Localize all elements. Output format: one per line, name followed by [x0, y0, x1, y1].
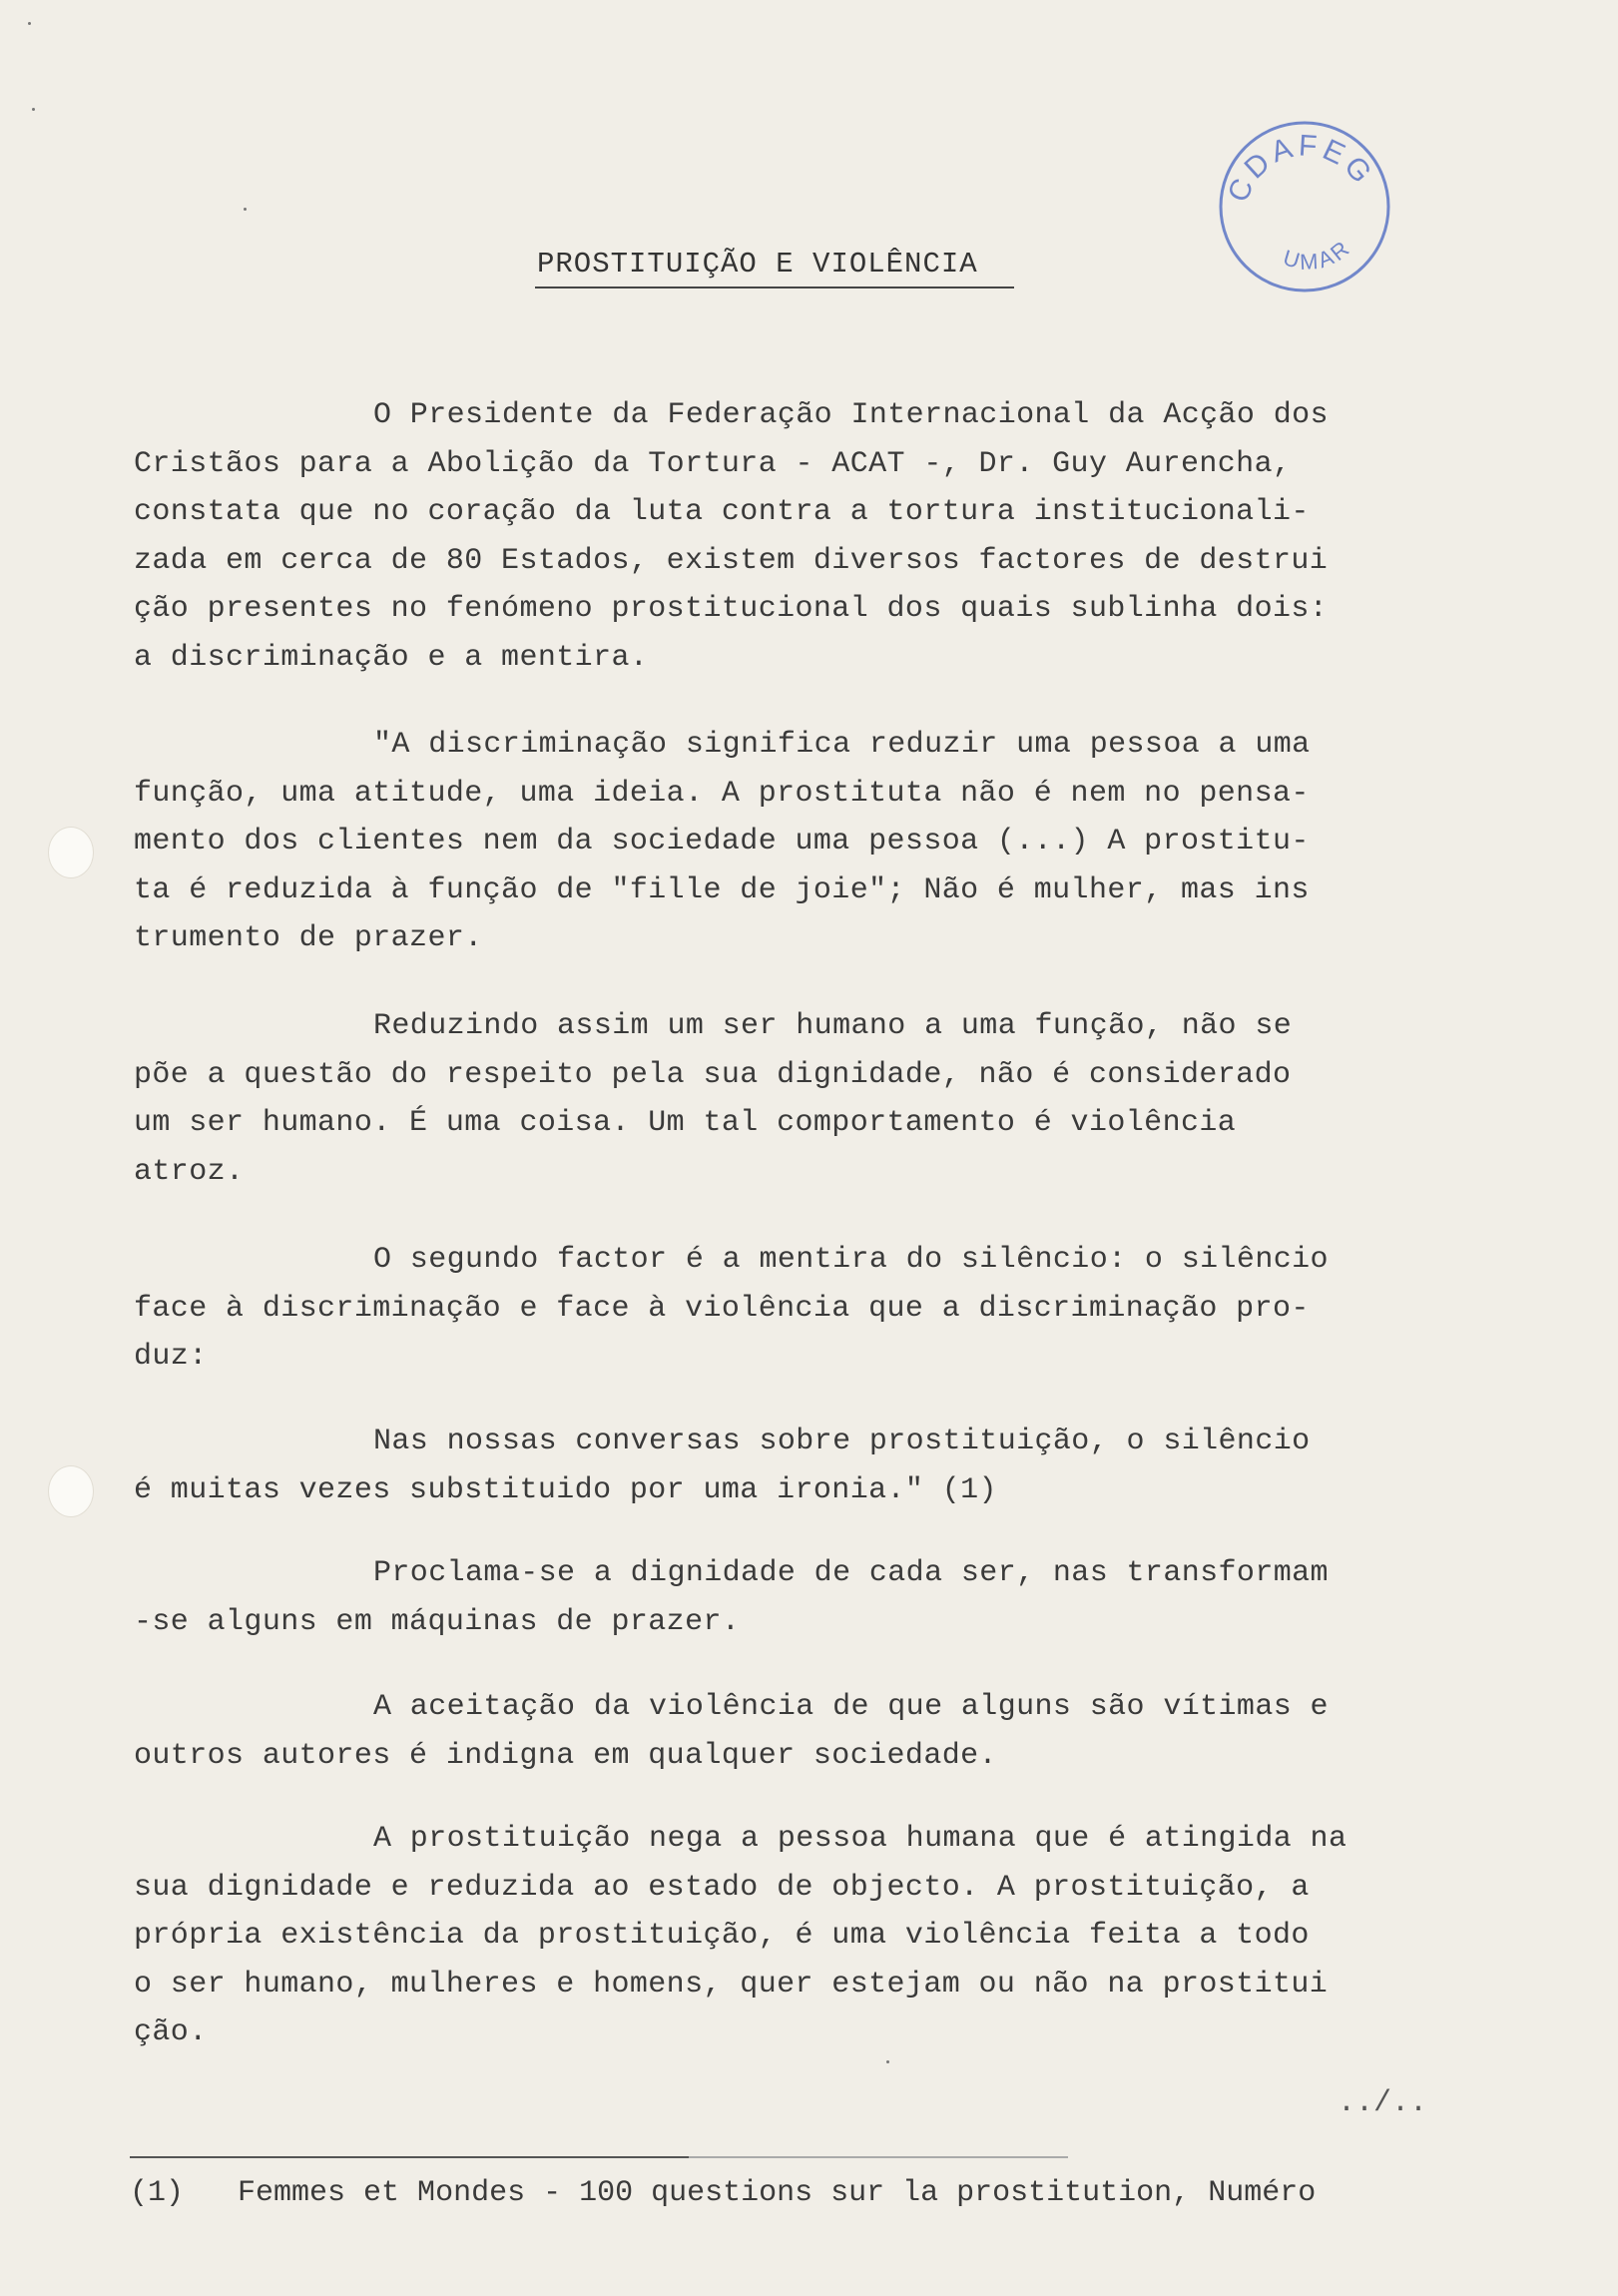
text-line: face à discriminação e face à violência que a discriminação pro-	[134, 1291, 1310, 1326]
paper-speck	[244, 208, 247, 211]
text-line: O Presidente da Federação Internacional da Acção dos	[373, 398, 1329, 432]
punch-hole-bottom	[48, 1465, 94, 1517]
text-line: põe a questão do respeito pela sua dignidade, não é considerado	[134, 1057, 1292, 1092]
text-line: -se alguns em máquinas de prazer.	[134, 1604, 741, 1639]
text-line: atroz.	[134, 1154, 245, 1189]
text-line: é muitas vezes substituido por uma ironia." (1)	[134, 1472, 997, 1507]
text-line: mento dos clientes nem da sociedade uma pessoa (...) A prostitu-	[134, 825, 1310, 859]
paragraph-4	[134, 1236, 1431, 1382]
paragraph-6	[134, 1549, 1431, 1646]
paragraph-1	[134, 391, 1431, 682]
text-line: constata que no coração da luta contra a tortura institucionali-	[134, 495, 1310, 529]
text-line: Cristãos para a Abolição da Tortura - ACAT -, Dr. Guy Aurencha,	[134, 446, 1292, 481]
text-line: um ser humano. É uma coisa. Um tal comportamento é violência	[134, 1106, 1237, 1140]
paper-speck	[28, 22, 31, 25]
footnote-rule	[130, 2156, 1068, 2158]
text-line: Proclama-se a dignidade de cada ser, nas transformam	[373, 1556, 1329, 1590]
footnote-marker: (1)	[130, 2176, 185, 2210]
paragraph-8	[134, 1815, 1431, 2057]
text-line: Nas nossas conversas sobre prostituição, o silêncio	[373, 1425, 1311, 1458]
text-line: função, uma atitude, uma ideia. A prostituta não é nem no pensa-	[134, 776, 1310, 811]
page-continuation-mark: ../..	[1338, 2086, 1428, 2120]
footnote	[130, 2176, 1316, 2210]
text-line: A prostituição nega a pessoa humana que é atingida na	[373, 1822, 1348, 1856]
paragraph-5-quote	[134, 1418, 1431, 1514]
text-line: ção.	[134, 2015, 208, 2049]
stamp-top-text: CDAFEG	[1221, 129, 1380, 208]
title-underline	[535, 287, 1014, 288]
paper-speck	[32, 108, 35, 111]
text-line: própria existência da prostituição, é uma violência feita a todo	[134, 1919, 1310, 1953]
text-line: ta é reduzida à função de "fille de joie"; Não é mulher, mas ins	[134, 872, 1310, 907]
paragraph-7	[134, 1683, 1431, 1780]
paper-speck	[886, 2060, 889, 2063]
text-line: outros autores é indigna em qualquer sociedade.	[134, 1738, 997, 1773]
paragraph-3	[134, 1002, 1431, 1196]
text-line: a discriminação e a mentira.	[134, 640, 649, 675]
text-line: O segundo factor é a mentira do silêncio: o silêncio	[373, 1243, 1329, 1277]
footnote-text: Femmes et Mondes - 100 questions sur la prostitution, Numéro	[238, 2176, 1317, 2210]
text-line: o ser humano, mulheres e homens, quer estejam ou não na prostitui	[134, 1967, 1329, 2002]
stamp-bottom-text: UMAR	[1280, 234, 1356, 275]
text-line: "A discriminação significa reduzir uma pessoa a uma	[373, 728, 1311, 762]
punch-hole-top	[48, 827, 94, 878]
text-line: ção presentes no fenómeno prostitucional dos quais sublinha dois:	[134, 592, 1329, 626]
text-line: Reduzindo assim um ser humano a uma função, não se	[373, 1009, 1293, 1043]
text-line: trumento de prazer.	[134, 921, 483, 955]
text-line: A aceitação da violência de que alguns são vítimas e	[373, 1690, 1329, 1724]
svg-text:UMAR	[1281, 235, 1356, 275]
text-line: duz:	[134, 1340, 208, 1374]
text-line: sua dignidade e reduzida ao estado de objecto. A prostituição, a	[134, 1870, 1310, 1905]
organization-stamp	[1216, 118, 1393, 295]
paragraph-2	[134, 721, 1431, 963]
page-title: PROSTITUIÇÃO E VIOLÊNCIA	[537, 248, 978, 281]
text-line: zada em cerca de 80 Estados, existem diversos factores de destrui	[134, 543, 1329, 578]
